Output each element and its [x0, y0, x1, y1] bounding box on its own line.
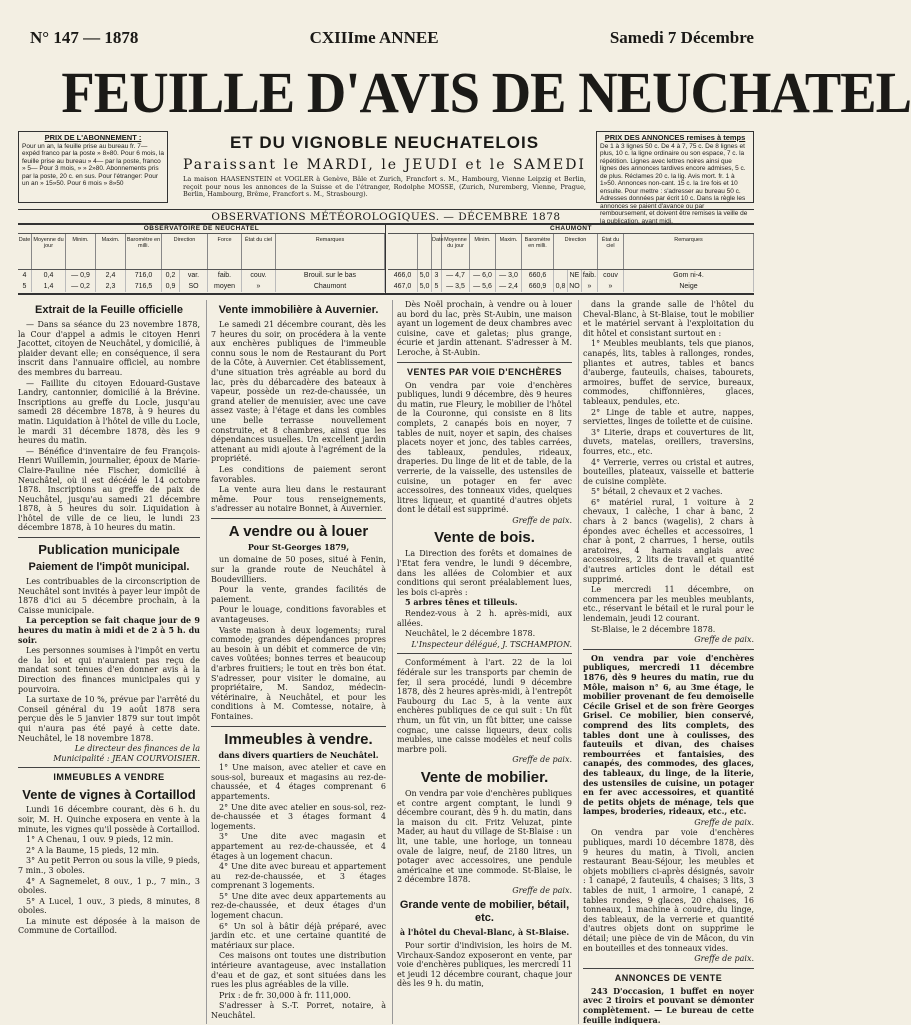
station-neuchatel: OBSERVATOIRE DE NEUCHATEL	[18, 225, 385, 234]
signature: Greffe de paix.	[512, 755, 572, 765]
cell: — 0,9	[66, 270, 96, 281]
paragraph: 5° Une dite avec deux appartements au rez-de-chaussée, et deux étages d'un logement chacun.	[211, 891, 386, 921]
cell: 0,2	[162, 270, 180, 281]
column-1	[18, 300, 200, 1024]
cell: 466,0	[388, 270, 418, 281]
cell: 0,9	[162, 281, 180, 292]
col-date: Date	[432, 234, 442, 269]
cell: 0,8	[554, 281, 568, 292]
issue-year: CXIIIme ANNEE	[309, 28, 439, 47]
cell: Neige	[624, 281, 754, 292]
cell: 5,0	[418, 270, 432, 281]
divider	[211, 518, 386, 519]
paragraph: On vendra par voie d'enchères publiques, lundi 9 décembre, dès 9 heures du matin, rue Fleury, le mobilier de l'hôtel de la Couronne, qui consiste en 8 lits complets, 2 canapés bois en noyer, 7 tables de nuit, noyer et sapin, des chaises placets noyer et jonc, des tables carrées, des tableaux, pendules, rideaux, draperies. Du linge de lit et de table, de la verrerie, de la vaisselle, des ustensiles de cuisine, un potager en fer avec accessoires, des tonneaux vides, quelques litres liqueur, et quantité d'autres objets dont le détail est supprimé.	[397, 380, 572, 515]
heading-tax: Paiement de l'impôt municipal.	[28, 561, 190, 574]
col-dir: Direction	[162, 234, 208, 269]
paragraph: St-Blaise, le 2 décembre 1878.	[591, 624, 716, 634]
cell: 5	[432, 281, 442, 292]
paragraph: La perception se fait chaque jour de 9 heures du matin à midi et de 2 à 5 h. du soir.	[18, 615, 200, 645]
paragraph: 3° Literie, draps et couvertures de lit, duvets, matelas, oreillers, traversins, fourres, etc., etc.	[583, 427, 754, 456]
paragraph: 4° Verrerie, verres ou cristal et autres, bouteilles, plateaux, vaisselle et batterie de cuisine complète.	[583, 457, 754, 486]
col-mean: Moyenne du jour	[32, 234, 66, 269]
col-baro: Baromètre en milli.	[126, 234, 162, 269]
subscription-text: Pour un an, la feuille prise au bureau fr. 7— expéd franco par la poste » 8»80. Pour 6 mois, la feuille prise au bureau » 4— par la poste, franco » 5— Pour 3 mois, » » 2»80. Abonnements pris par la poste, 20 c. en sus. Pour l'étranger: Pour un an » 15»50. Pour 6 mois » 8»50	[22, 142, 165, 187]
paragraph: Les contribuables de la circonscription de Neuchâtel sont invités à payer leur impôt de 1878 d'ici au 5 décembre prochain, à la Caisse municipale.	[18, 577, 200, 615]
cell: Gom ni-4.	[624, 270, 754, 281]
paragraph: 6° Un sol à bâtir déjà préparé, avec jardin etc. et une certaine quantité de matériaux sur place.	[211, 921, 386, 950]
cell: — 4,7	[442, 270, 470, 281]
paragraph: Les personnes soumises à l'impôt en vertu de la loi et qui n'auraient pas reçu de mandat sont tenues d'en donner avis à la Direction des finances municipales qui y pourvoira.	[18, 646, 200, 694]
signature: Greffe de paix.	[694, 635, 754, 645]
ad-prices-box	[596, 131, 754, 225]
paragraph: 2° Une dite avec atelier en sous-sol, rez-de-chaussée et 3 étages formant 4 logements.	[211, 802, 386, 831]
cell: 716,5	[126, 281, 162, 292]
signature: Greffe de paix.	[694, 954, 754, 964]
issue-number: N° 147 — 1878	[30, 28, 139, 47]
column-3	[392, 300, 572, 1024]
paragraph: Neuchâtel, le 2 décembre 1878.	[405, 629, 536, 639]
heading-encheres: VENTES PAR VOIE D'ENCHÈRES	[406, 366, 562, 377]
subscription-box	[18, 131, 168, 203]
weather-chaumont	[388, 225, 754, 293]
col-max: Maxim.	[496, 234, 522, 269]
col-min: Minim.	[66, 234, 96, 269]
cell: — 0,2	[66, 281, 96, 292]
heading-auvernier: Vente immobilière à Auvernier.	[218, 304, 379, 316]
paragraph: 3° Une dite avec magasin et appartement au rez-de-chaussée, et 4 étages à un logement chacun.	[211, 832, 386, 861]
column-4	[578, 300, 754, 1024]
cell: moyen	[208, 281, 242, 292]
cell: 3	[432, 270, 442, 281]
heading-bois: Vente de bois.	[434, 529, 535, 547]
divider	[211, 726, 386, 727]
cell: »	[242, 281, 276, 292]
cell: 5	[18, 281, 32, 292]
col-force: Force	[208, 234, 242, 269]
paragraph: 4° A Sagnemelet, 8 ouv., 1 p., 7 min., 3 oboles.	[18, 876, 200, 896]
paragraph: 4° Une dite avec bureau et appartement au rez-de-chaussée, et 3 étages comprenant 3 logements.	[211, 862, 386, 891]
paragraph: 1° Meubles meublants, tels que pianos, canapés, lits, tables à rallonges, rondes, pliantes et autres, tables et bancs d'auberge, fauteuils, chaises, tabourets, armoires, buffet de service, bureaux, commodes, chiffonnières, glaces, tableaux, pendules, etc.	[583, 339, 754, 406]
cell: »	[598, 281, 624, 292]
article-columns	[18, 300, 754, 1024]
heading-immeubles-vendre: Immeubles à vendre.	[224, 730, 373, 748]
weather-row	[18, 270, 385, 281]
col-max: Maxim.	[96, 234, 126, 269]
col-remarks: Remarques	[276, 234, 385, 269]
station-chaumont: CHAUMONT	[388, 225, 754, 234]
newspaper-page	[18, 0, 911, 1025]
cell: 716,0	[126, 270, 162, 281]
weather-row	[388, 270, 754, 281]
paragraph: On vendra par voie d'enchères publiques, mardi 10 décembre 1878, dès 9 heures du matin, à Tivoli, ancien restaurant Beau-Séjour, les meubles et objets mobiliers ci-après désignés, savoir : 1 canapé, 2 fauteuils, 4 chaises; 3 lits, 3 tables de nuit, 1 armoire, 1 canapé, 2 tables rondes, 9 glaces, 20 chaises, 16 tonneaux, 1 machine à coudre, du linge, des tableaux, de la verrerie et quantité d'autres objets dont on supprime le détail; une pièce de vin de Mâcon, du vin en bouteilles et des tonneaux vides.	[583, 828, 754, 953]
heading-annonces-vente: ANNONCES DE VENTE	[614, 972, 723, 983]
paragraph: 1° A Chenau, 1 ouv. 9 pieds, 12 min.	[26, 835, 174, 845]
cell: Chaumont	[276, 281, 385, 292]
cell: 660,9	[522, 281, 554, 292]
cell: NO	[568, 281, 582, 292]
paragraph: 2° Linge de table et autre, nappes, serviettes, linges de toilette et de cuisine.	[583, 407, 754, 427]
col-dir: Direction	[554, 234, 598, 269]
subheading: à l'hôtel du Cheval-Blanc, à St-Blaise.	[399, 927, 570, 938]
paragraph: 243 D'occasion, 1 buffet en noyer avec 2 tiroirs et pouvant se démonter complètement. — Le bureau de cette feuille indiquera.	[583, 985, 754, 1025]
heading-municipal: Publication municipale	[38, 542, 180, 558]
agents-text: La maison HAASENSTEIN et VOGLER à Genève, Bâle et Zurich, Francfort s. M., Hambourg, Vienne Leipzig et Berlin, reçoit pour nous les annonces de la Suisse et de l'étranger, Rodolphe MOSSE, (Zurich, Nuremberg, Vienne, Prague, Berlin, Hambourg, Brême, Francfort s. M., Strasbourg).	[183, 175, 586, 198]
paragraph: La surtaxe de 10 %, prévue par l'arrêté du Conseil général du 19 août 1878 sera perçue dès le 5 janvier 1879 sur tout impôt qui n'aura pas été payé à cette date. Neuchâtel, le 18 novembre 1878.	[18, 695, 200, 743]
divider	[583, 649, 754, 650]
paragraph: 5 arbres tênes et tilleuls.	[405, 597, 518, 608]
paragraph: un domaine de 50 poses, situé à Fenin, sur la grande route de Neuchâtel à Boudevilliers.	[211, 555, 386, 584]
subtitle: ET DU VIGNOBLE NEUCHATELOIS	[229, 133, 540, 152]
cell: — 5,6	[470, 281, 496, 292]
heading-vendre-louer: A vendre ou à louer	[228, 522, 369, 540]
col-lim	[388, 234, 418, 269]
weather-columns	[388, 234, 754, 270]
paragraph: dans la grande salle de l'hôtel du Cheval-Blanc, à St-Blaise, tout le mobilier et le matériel servant à l'exploitation du dit hôtel et consistant surtout en :	[583, 300, 754, 338]
weather-row	[388, 281, 754, 292]
paragraph: S'adresser à S.-T. Porret, notaire, à Neuchâtel.	[211, 1001, 386, 1020]
heading-mobilier: Vente de mobilier.	[420, 768, 549, 786]
paragraph: Vaste maison à deux logements; rural commode; grandes dépendances propres au besoin à un débit et commerce de vin; caves voûtées; bonnes terres et beaucoup d'arbres fruitiers; le tout en très bon état. S'adresser, pour visiter le domaine, au propriétaire, M. Sandoz, médecin-vétérinaire, à Neuchâtel, et pour les conditions à M. Comtesse, notaire, à Fontaines.	[211, 625, 386, 721]
signature: Greffe de paix.	[694, 817, 754, 827]
weather-neuchatel	[18, 225, 386, 293]
ad-prices-text: De 1 à 3 lignes 50 c. De 4 à 7, 75 c. De 8 lignes et plus, 10 c. la ligne ordinaire ou son espace, 7 c. la répétition. Lignes avec lettres noires ainsi que lignes des annonces tardives encore admises, 5 c. de plus. Réclames 20 c. la lig. Avis mort. fr. 1 à 1»50. Annonces non-cant. 15 c. la 1re fois et 10 ensuite. Pour mettre : s'adresser au bureau 50 c. Adresses données par écrit 10 c. Dans la règle les annonces se paient d'avance ou par remboursement, et doivent être remises la veille de la publication, avant midi.	[600, 142, 748, 225]
weather-columns	[18, 234, 385, 270]
paragraph: On vendra par voie d'enchères publiques, mercredi 11 décembre 1876, dès 9 heures du matin, rue du Môle, maison n° 6, au 3me étage, le mobilier provenant de feu demoiselle Cécile Grisel et de son frère Georges Grisel. Ce mobilier, bien conservé, comprend des lits complets, des tables dont une à coulisses, des fauteuils et divan, des chaises rembourrées et fantaisies, des canapés, des commodes, des glaces, des tableaux, du linge, de la literie, des ustensiles de cuisine, un potager en fer avec accessoires, et quantité de petits objets de ménage, tels que lampes, broderies, rideaux, etc., etc.	[583, 652, 754, 817]
col-min: Minim.	[470, 234, 496, 269]
paragraph: Conformément à l'art. 22 de la loi fédérale sur les transports par chemin de fer, il sera procédé, lundi 9 décembre 1878, dès 2 heures après-midi, à l'entrepôt Faubourg du Lac 5, à la vente aux enchères publiques de ce qui suit : Un fût rhum, un fût vin, un fût bitter, une caisse cognac, une caisse liqueurs, deux colis meubles, une caisse modèles et neuf colis marbre poli.	[397, 658, 572, 754]
cell: 467,0	[388, 281, 418, 292]
col-mean: Moyenne du jour	[442, 234, 470, 269]
ad-prices-title: PRIX DES ANNONCES remises à temps	[604, 133, 746, 142]
issue-line	[30, 28, 754, 52]
paragraph: 3° Au petit Perron ou sous la ville, 9 pieds, 7 min., 3 oboles.	[18, 856, 200, 875]
column-2	[206, 300, 386, 1024]
paragraph: Dès Noël prochain, à vendre ou à louer au bord du lac, près St-Aubin, une maison ayant un logement de deux chambres avec cuisine, cave et galetas; plus grange, écurie et jardin attenant. S'adresser à M. Leroche, à St-Aubin.	[397, 300, 572, 357]
cell: 1,4	[32, 281, 66, 292]
paragraph: Le samedi 21 décembre courant, dès les 7 heures du soir, on procédera à la vente aux enchères publiques de l'immeuble connu sous le nom de Restaurant du Port de la Côte, à Auvernier. Cet établissement, d'une situation très agréable au bord du lac, près du débarcadère des bateaux à vapeur, possède un rez-de-chaussée, un grand atelier de menuisier, avec une cave assez vaste; à l'étage et dans les combles une belle terrasse nouvellement construite, et 8 chambres, ainsi que les dépendances usuelles. Un excellent jardin attenant au midi ajoute à l'agrément de la propriété.	[211, 320, 386, 464]
paragraph: — Dans sa séance du 23 novembre 1878, la Cour d'appel a admis le citoyen Henri Jacottet, citoyen de Neuchâtel, y domicilié, à plaider devant elle; en conséquence, il sera inscrit dans l'annuaire officiel, au nombre des membres du barreau.	[18, 320, 200, 377]
cell: — 3,5	[442, 281, 470, 292]
paragraph: Pour la vente, grandes facilités de paiement.	[211, 585, 386, 604]
cell: NE	[568, 270, 582, 281]
cell: 4	[18, 270, 32, 281]
paragraph: On vendra par voie d'enchères publiques et contre argent comptant, le lundi 9 décembre courant, dès 9 h. du matin, dans la maison du cit. Fritz Veluzat, pinte Mader, au haut du village de St-Blaise : un lit, une table, une horloge, un tonneau ovale de laigre, neuf, de 2180 litres, un potager avec accessoires, une pendule américaine et une commode. St-Blaise, le 2 décembre 1878.	[397, 788, 572, 885]
cell: 0,4	[32, 270, 66, 281]
cell: faib.	[208, 270, 242, 281]
cell: — 3,0	[496, 270, 522, 281]
col-date: Date	[18, 234, 32, 269]
subheading: Pour St-Georges 1879,	[247, 541, 350, 552]
paragraph: Lundi 16 décembre courant, dès 6 h. du soir, M. H. Quinche exposera en vente à la minute, les vignes qu'il possède à Cortaillod.	[18, 805, 200, 834]
cell: couv	[598, 270, 624, 281]
paragraph: Prix : de fr. 30,000 à fr. 111,000.	[219, 990, 351, 1000]
paragraph: 6° matériel rural, 1 voiture à 2 chevaux, 1 calèche, 1 char à banc, 2 chars à 2 bancs (wagelis), 2 chars à épondes avec échelles et accessoires, 1 char à pont, 2 charrues, 1 herse, outils aratoires, 4 harnais anglais avec accessoires, 2 lits de travail et quantité d'autres articles dont le détail est supprimé.	[583, 497, 754, 584]
signature: Greffe de paix.	[512, 515, 572, 525]
signature: Greffe de paix.	[512, 885, 572, 895]
paragraph: La minute est déposée à la maison de Commune de Cortaillod.	[18, 916, 200, 936]
issue-date: Samedi 7 Décembre	[609, 28, 754, 47]
divider	[397, 653, 572, 654]
cell: Brouil. sur le bas	[276, 270, 385, 281]
paragraph: — Faillite du citoyen Edouard-Gustave Landry, cantonnier, domicilié à la Brévine. Inscriptions au greffe du Locle, jusqu'au samedi 28 décembre 1878, à 9 heures du matin. Liquidation à l'hôtel de ville du Locle, le mardi 31 décembre 1878, dès les 9 heures du matin.	[18, 378, 200, 446]
cell: 2,3	[96, 281, 126, 292]
paragraph: La vente aura lieu dans le restaurant même. Pour tous renseignements, s'adresser au notaire Bonnet, à Auvernier.	[211, 485, 386, 514]
divider	[583, 968, 754, 969]
observations-title: OBSERVATIONS MÉTÉOROLOGIQUES. — DÉCEMBRE 1878	[18, 209, 754, 223]
paragraph: 5° A Lucel, 1 ouv., 3 pieds, 8 minutes, 8 oboles.	[18, 896, 200, 916]
signature: L'Inspecteur délégué, J. TSCHAMPION.	[411, 639, 572, 649]
paragraph: 2° A la Baume, 15 pieds, 12 min.	[26, 845, 160, 855]
col-baro: Baromètre en milli.	[522, 234, 554, 269]
heading-immeubles: IMMEUBLES A VENDRE	[53, 772, 165, 783]
schedule: Paraissant le MARDI, le JEUDI et le SAMEDI	[183, 157, 586, 173]
subheading: dans divers quartiers de Neuchâtel.	[218, 749, 379, 760]
weather-table	[18, 223, 754, 295]
signature: Le directeur des finances de la Municipalité : JEAN COURVOISIER.	[53, 744, 200, 763]
paragraph: Ces maisons ont toutes une distribution intérieure avantageuse, avec installation d'eau et de gaz, et sont situées dans les rues les plus agréables de la ville.	[211, 951, 386, 990]
subscription-title: PRIX DE L'ABONNEMENT :	[44, 133, 142, 142]
paragraph: 5° bétail, 2 chevaux et 2 vaches.	[591, 487, 723, 497]
divider	[18, 537, 200, 538]
heading-official: Extrait de la Feuille officielle	[35, 304, 183, 316]
paragraph: Le mercredi 11 décembre, on commencera par les meubles meublants, etc., réservant le bétail et le rural pour le lendemain, jeudi 12 courant.	[583, 585, 754, 623]
paragraph: Pour le louage, conditions favorables et avantageuses.	[211, 605, 386, 625]
cell: — 6,0	[470, 270, 496, 281]
cell: 2,4	[96, 270, 126, 281]
cell	[554, 270, 568, 281]
col-a	[418, 234, 432, 269]
divider	[18, 767, 200, 768]
paragraph: Rendez-vous à 2 h. après-midi, aux allées.	[397, 609, 572, 628]
heading-grande-vente: Grande vente de mobilier, bétail, etc.	[399, 899, 570, 925]
cell: 5,0	[418, 281, 432, 292]
divider	[397, 362, 572, 363]
paragraph: 1° Une maison, avec atelier et cave en sous-sol, bureaux et magasins au rez-de-chaussée, et 4 étages comprenant 6 appartements.	[211, 763, 386, 801]
paragraph: Pour sortir d'indivision, les hoirs de M. Virchaux-Sandoz exposeront en vente, par voie d'enchères publiques, les mercredi 11 et jeudi 12 décembre courant, chaque jour dès les 9 h. du matin,	[397, 941, 572, 989]
subtitle-block	[183, 131, 586, 199]
cell: — 2,4	[496, 281, 522, 292]
cell: couv.	[242, 270, 276, 281]
cell: var.	[180, 270, 208, 281]
paragraph: La Direction des forêts et domaines de l'Etat fera vendre, le lundi 9 décembre, dans les allées de Colombier et aux conditions qui seront préalablement lues, les bois ci-après :	[397, 549, 572, 597]
paragraph: Les conditions de paiement seront favorables.	[211, 464, 386, 484]
weather-row	[18, 281, 385, 292]
paragraph: — Bénéfice d'inventaire de feu François-Henri Wuillemin, journalier, époux de Marie-Claire-Pauline née Fischer, domicilié à Neuchâtel, où il est décédé le 14 octobre 1878. Inscriptions au greffe de paix de Neuchâtel, jusqu'au samedi 21 décembre 1878, à 5 heures du soir. Liquidation à l'hôtel de ville de ce lieu, le lundi 23 décembre 1878, à 10 heures du matin.	[18, 446, 200, 533]
heading-vignes: Vente de vignes à Cortaillod	[22, 787, 196, 803]
col-sky: État du ciel	[598, 234, 624, 269]
cell: »	[582, 281, 598, 292]
col-sky: État du ciel	[242, 234, 276, 269]
col-remarks: Remarques	[624, 234, 754, 269]
masthead-title: FEUILLE D'AVIS DE NEUCHATEL	[61, 60, 911, 125]
cell: 660,6	[522, 270, 554, 281]
cell: SO	[180, 281, 208, 292]
cell: faib.	[582, 272, 597, 279]
